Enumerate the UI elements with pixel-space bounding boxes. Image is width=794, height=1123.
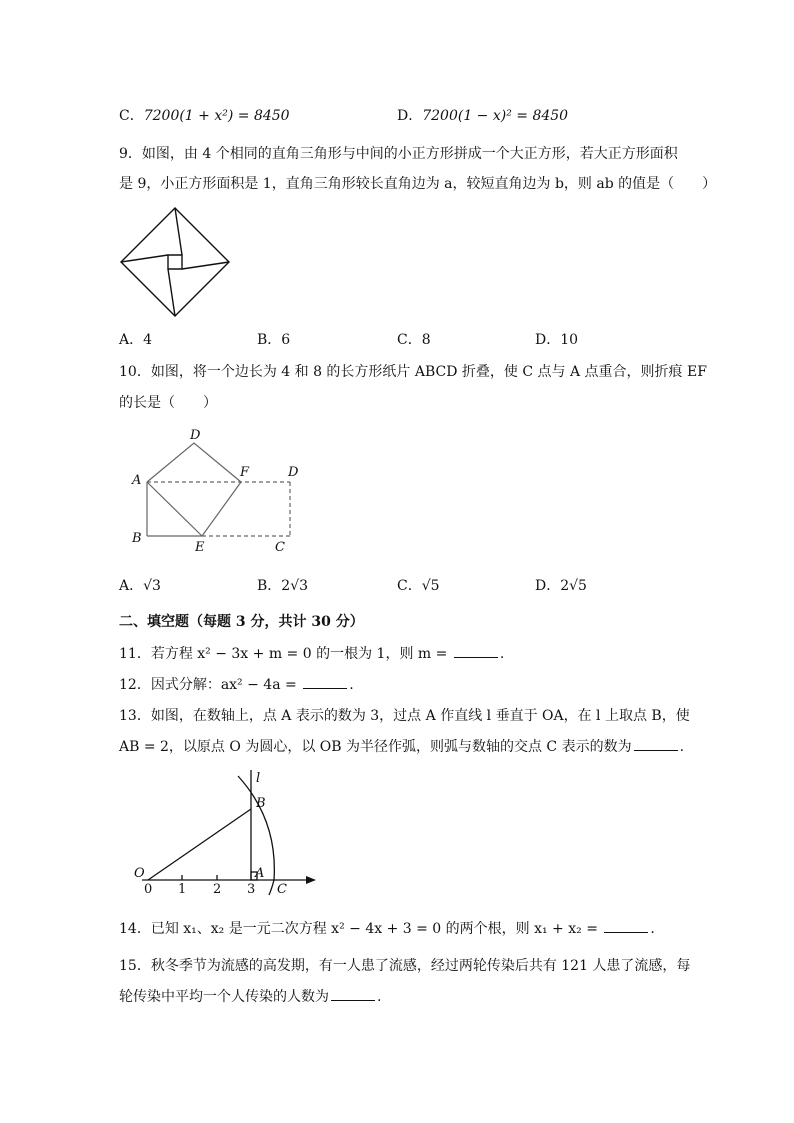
q14-end: . [650,921,655,937]
q8-option-c-label: C． [119,108,144,124]
q8-option-c-expr: 7200(1 + x²) = 8450 [143,108,290,124]
q10-label-d-right: D [288,465,299,480]
q15-line2 [119,987,381,1007]
q13-label-a: A [255,866,265,881]
q12 [119,675,354,695]
q13-end: . [679,739,685,755]
q11 [119,644,504,664]
q9-option-c: C．8 [397,332,431,348]
q9-option-a: A．4 [119,332,153,348]
q10-text-line2: 的长是（ ） [119,395,217,411]
q8-option-d-expr: 7200(1 − x)² = 8450 [422,108,569,124]
q9-text-line2: 是 9，小正方形面积是 1，直角三角形较长直角边为 a，较短直角边为 b，则 ab 的值是（ ） [119,176,717,192]
q9-text-line1: 9．如图，由 4 个相同的直角三角形与中间的小正方形拼成一个大正方形，若大正方形面积 [119,146,678,162]
q10-label-f: F [240,465,250,480]
section2-title: 二、填空题（每题 3 分，共计 30 分） [119,614,364,630]
q9-figure [120,207,230,317]
q15-text-line1: 15．秋冬季节为流感的高发期，有一人患了流感，经过两轮传染后共有 121 人患了流感，每 [119,958,691,974]
q10-label-b: B [132,531,142,546]
q9-option-d: D．10 [535,332,579,348]
q10-figure [128,425,318,555]
q13-label-o: O [134,866,145,881]
q13-text-line1: 13．如图，在数轴上，点 A 表示的数为 3，过点 A 作直线 l 垂直于 OA，在 l 上取点 B，使 [119,708,690,724]
q13-figure [130,770,330,900]
q12-answer-blank[interactable] [303,676,347,689]
q10-option-d: D．2√5 [535,578,587,594]
q14 [119,919,655,939]
q14-text: 14．已知 x₁、x₂ 是一元二次方程 x² − 4x + 3 = 0 的两个根，则 x₁ + x₂ = [119,921,603,937]
q10-label-a: A [132,473,142,488]
q11-end: . [499,646,505,662]
q13-tick-2: 2 [213,882,222,897]
q15-text-line2: 轮传染中平均一个人传染的人数为 [119,989,329,1005]
q13-label-b: B [256,796,266,811]
q15-end: . [377,989,382,1005]
q8-option-c [119,106,290,126]
q11-text: 11．若方程 x² − 3x + m = 0 的一根为 1，则 m = [119,646,452,662]
q10-label-d-top: D [190,428,201,443]
q13-tick-1: 1 [178,882,187,897]
q13-text-line2: AB = 2，以原点 O 为圆心，以 OB 为半径作弧，则弧与数轴的交点 C 表示的数为 [119,739,632,755]
q12-text: 12．因式分解：ax² − 4a = [119,677,302,693]
q11-answer-blank[interactable] [454,645,498,658]
q8-option-d-label: D． [397,108,423,124]
q13-tick-0: 0 [144,882,153,897]
q13-line2 [119,737,684,757]
q10-option-b: B．2√3 [257,578,309,594]
q13-answer-blank[interactable] [634,738,678,751]
q10-label-e: E [195,540,205,555]
q14-answer-blank[interactable] [604,920,648,933]
q10-label-c: C [275,540,285,555]
q8-option-d [397,106,568,126]
q13-label-l: l [256,771,261,786]
q15-answer-blank[interactable] [331,988,375,1001]
q9-option-b: B．6 [257,332,291,348]
q13-tick-3: 3 [247,882,256,897]
q10-option-c: C．√5 [397,578,440,594]
q9-outer-square [121,208,229,316]
q10-text-line1: 10．如图，将一个边长为 4 和 8 的长方形纸片 ABCD 折叠，使 C 点与 A 点重合，则折痕 EF [119,364,707,380]
q10-option-a: A．√3 [119,578,161,594]
q9-inner-square [168,255,182,269]
q13-label-c: C [277,882,287,897]
q12-end: . [349,677,354,693]
